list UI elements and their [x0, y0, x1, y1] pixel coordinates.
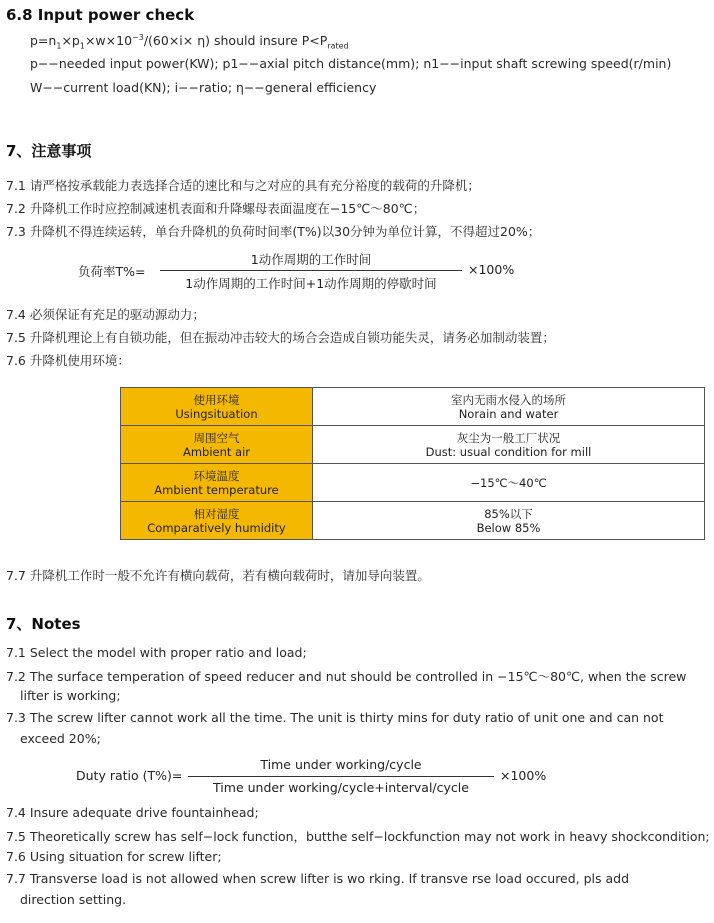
en-note-7-5: 7.5 Theoretically screw has self−lock function，butthe self−lockfunction may not work in heavy shockcondition;	[6, 829, 710, 844]
environment-table	[120, 387, 705, 540]
env-value-cn: 室内无雨水侵入的场所	[451, 392, 566, 407]
cn-formula-denominator: 1动作周期的工作时间+1动作周期的停歇时间	[185, 276, 437, 291]
env-label-cn: 周围空气	[193, 430, 240, 445]
formula-part: ×p	[61, 33, 80, 49]
env-value-en: Below 85%	[476, 520, 541, 535]
cn-note-7-2: 7.2 升降机工作时应控制减速机表面和升降螺母表面温度在−15℃～80℃；	[6, 201, 426, 216]
env-value-cn: −15℃～40℃	[470, 475, 547, 490]
cn-note-7-1: 7.1 请严格按承载能力表选择合适的速比和与之对应的具有充分裕度的载荷的升降机；	[6, 178, 480, 193]
power-legend-line-1: p−−needed input power(KW); p1−−axial pitch distance(mm); n1−−input shaft screwing speed(r/min)	[30, 56, 672, 71]
power-formula	[30, 33, 349, 51]
env-label-cell	[121, 464, 313, 502]
en-note-7-7: 7.7 Transverse load is not allowed when screw lifter is wo rking. If transve rse load occured, pls add	[6, 871, 630, 886]
en-note-7-1: 7.1 Select the model with proper ratio and load;	[6, 645, 307, 660]
cn-note-7-7: 7.7 升降机工作时一般不允许有横向载荷，若有横向载荷时，请加导向装置。	[6, 568, 430, 583]
cn-note-7-3: 7.3 升降机不得连续运转，单台升降机的负荷时间率(T%)以30分钟为单位计算，不得超过20%；	[6, 224, 541, 239]
formula-exponent: −3	[132, 33, 144, 42]
formula-subscript: 1	[79, 41, 85, 51]
table-row	[121, 388, 705, 426]
power-legend-line-2: W−−current load(KN); i−−ratio; η−−general efficiency	[30, 80, 377, 95]
en-note-7-2-cont: lifter is working;	[20, 688, 121, 703]
en-note-7-2: 7.2 The surface temperation of speed reducer and nut should be controlled in −15℃～80℃, when the screw	[6, 669, 687, 684]
en-note-7-3: 7.3 The screw lifter cannot work all the time. The unit is thirty mins for duty ratio of unit one and can not	[6, 710, 664, 725]
env-label-cn: 相对湿度	[193, 506, 240, 521]
env-value-cn: 灰尘为一般工厂状况	[456, 430, 561, 445]
env-label-cn: 使用环境	[193, 392, 240, 407]
en-note-7-3-cont: exceed 20%;	[20, 731, 101, 746]
env-label-en: Usingsituation	[175, 406, 258, 421]
env-label-cell	[121, 426, 313, 464]
en-note-7-7-cont: direction setting.	[20, 892, 127, 907]
cn-note-7-6: 7.6 升降机使用环境：	[6, 353, 130, 368]
env-value-en: Dust: usual condition for mill	[425, 444, 592, 459]
cn-formula-lhs: 负荷率T%=	[78, 264, 146, 279]
formula-subscript: rated	[327, 41, 349, 51]
env-value-cn: 85%以下	[484, 506, 533, 521]
cn-formula-rhs: ×100%	[468, 262, 515, 277]
table-row	[121, 426, 705, 464]
env-label-en: Ambient temperature	[154, 482, 279, 497]
env-value-cell	[313, 388, 705, 426]
section-title-en-notes: 7、Notes	[6, 615, 81, 633]
cn-formula-numerator: 1动作周期的工作时间	[250, 252, 372, 267]
table-row	[121, 502, 705, 540]
env-label-en: Comparatively humidity	[147, 520, 286, 535]
en-note-7-4: 7.4 Insure adequate drive fountainhead;	[6, 805, 259, 820]
en-formula-denominator: Time under working/cycle+interval/cycle	[213, 780, 469, 795]
env-value-cell	[313, 502, 705, 540]
en-formula-lhs: Duty ratio (T%)=	[76, 768, 183, 783]
en-note-7-6: 7.6 Using situation for screw lifter;	[6, 849, 222, 864]
en-formula-rhs: ×100%	[500, 768, 547, 783]
formula-part: p=n	[30, 33, 57, 49]
formula-part: ×w×10	[84, 33, 133, 49]
table-row	[121, 464, 705, 502]
formula-part: /(60×i× η) should insure P<P	[143, 33, 328, 49]
section-title-input-power: 6.8 Input power check	[6, 6, 195, 24]
en-formula-fraction-bar	[188, 776, 494, 777]
en-formula-numerator: Time under working/cycle	[260, 757, 422, 772]
cn-note-7-5: 7.5 升降机理论上有自锁功能，但在振动冲击较大的场合会造成自锁功能失灵，请务必加制动装置；	[6, 330, 555, 345]
env-label-en: Ambient air	[182, 444, 251, 459]
formula-subscript: 1	[56, 41, 62, 51]
env-label-cell	[121, 388, 313, 426]
env-label-cn: 环境温度	[193, 468, 240, 483]
env-label-cell	[121, 502, 313, 540]
env-value-cell	[313, 464, 705, 502]
env-value-en: Norain and water	[458, 406, 559, 421]
section-title-cn-notes: 7、注意事项	[6, 142, 92, 160]
env-value-cell	[313, 426, 705, 464]
cn-formula-fraction-bar	[160, 270, 462, 271]
cn-note-7-4: 7.4 必须保证有充足的驱动源动力；	[6, 307, 205, 322]
